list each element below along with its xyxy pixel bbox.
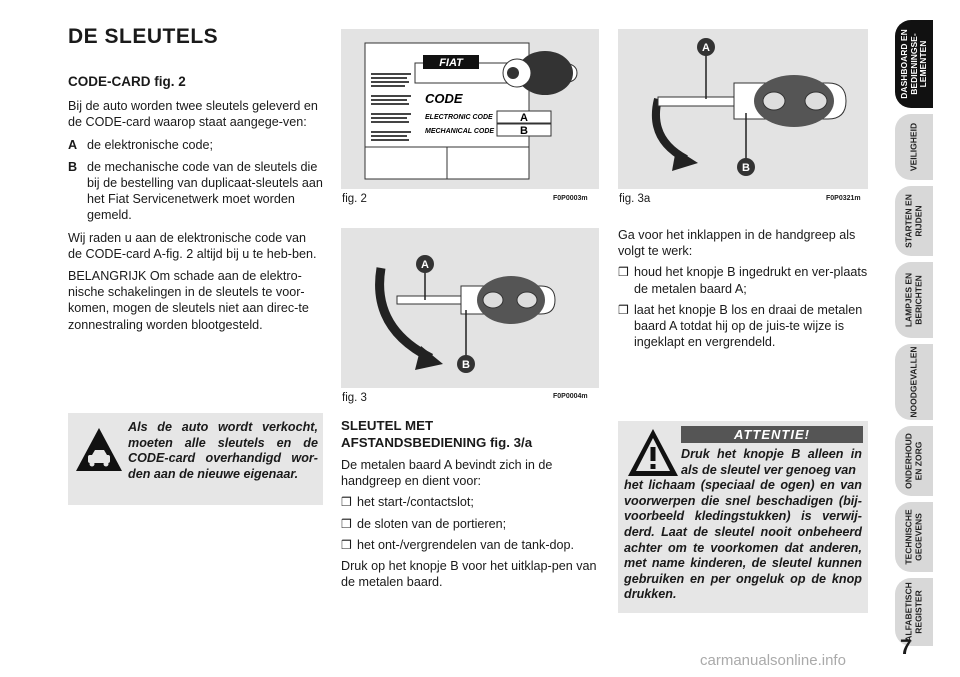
bullet-text: het ont-/vergrendelen van de tank-dop.: [357, 537, 575, 552]
tab-label: ONDERHOUD EN ZORG: [903, 433, 923, 489]
fig3-label-b: B: [462, 359, 470, 371]
advice-text: Wij raden u aan de elektronische code van de CODE-card A-fig. 2 altijd bij u te heb-ben.: [68, 230, 317, 261]
tab-label: NOODGEVALLEN: [908, 346, 919, 418]
item-letter: A: [68, 137, 78, 152]
remote-key-section: [341, 418, 599, 595]
remote-intro: De metalen baard A bevindt zich in de handgreep en dient voor:: [341, 458, 553, 489]
fig3-code: F0P0004m: [553, 393, 588, 400]
item-text: de elektronische code;: [87, 137, 214, 152]
tab-label: LAMPJES EN BERICHTEN: [903, 272, 923, 328]
unfold-text: Druk op het knopje B voor het uitklap-pen van de metalen baard.: [341, 559, 597, 590]
tab-label: VEILIGHEID: [908, 122, 919, 172]
remote-heading-line2: AFSTANDSBEDIENING fig. 3/a: [341, 434, 533, 450]
fig2-caption: fig. 2: [342, 193, 367, 205]
key-fold-illustration: [618, 29, 868, 189]
card-title: CODE: [425, 91, 463, 106]
tab-starting-driving[interactable]: [895, 186, 933, 256]
tab-label: TECHNISCHE GEGEVENS: [903, 509, 923, 565]
tab-maintenance[interactable]: [895, 426, 933, 496]
codecard-intro: Bij de auto worden twee sleutels geleverd en de CODE-card waarop staat aangege-ven:: [68, 99, 318, 130]
step-text: laat het knopje B los en draai de metalen baard A totdat hij op de juis-te wijze is ingeklapt en vergrendeld.: [634, 302, 863, 350]
bullet-text: de sloten van de portieren;: [357, 516, 507, 531]
list-item: [618, 264, 868, 296]
tab-technical-data[interactable]: [895, 502, 933, 572]
sale-warning-box: [68, 413, 323, 505]
list-item: [341, 516, 599, 532]
mechanical-code-label: MECHANICAL CODE: [425, 128, 495, 135]
attention-text: [624, 447, 862, 603]
fig3-caption: fig. 3: [342, 392, 367, 404]
remote-heading-line1: SLEUTEL MET: [341, 418, 434, 433]
tab-emergencies[interactable]: [895, 344, 933, 420]
fiat-logo: FIAT: [439, 57, 463, 69]
fig3a-caption: fig. 3a: [619, 193, 651, 205]
checkbox-bullet-icon: ❒: [341, 516, 352, 531]
fig2-codecard-image: [341, 29, 599, 189]
bullet-text: het start-/contactslot;: [357, 495, 474, 510]
list-item: [68, 137, 323, 153]
fig3a-label-b: B: [742, 162, 750, 174]
checkbox-bullet-icon: ❒: [341, 537, 352, 552]
attention-label: ATTENTIE!: [681, 426, 863, 443]
code-box-b: B: [520, 125, 528, 137]
tab-label: ALFABETISCH REGISTER: [903, 582, 923, 642]
fig2-code: F0P0003m: [553, 195, 588, 202]
step-text: houd het knopje B ingedrukt en ver-plaats de metalen baard A;: [634, 265, 868, 296]
list-item: [341, 537, 599, 553]
remote-heading: [341, 418, 599, 451]
checkbox-bullet-icon: ❒: [618, 265, 629, 280]
important-text: BELANGRIJK Om schade aan de elektro-nische schakelingen in de sleutels te voor-komen, mogen de sleutels niet aan direc-te zonnestraling worden blootgesteld.: [68, 269, 309, 332]
list-item: [618, 302, 868, 351]
fold-section: [618, 227, 868, 355]
attention-box: [618, 421, 868, 613]
item-letter: B: [68, 159, 78, 174]
electronic-code-label: ELECTRONIC CODE: [425, 114, 493, 121]
code-box-a: A: [520, 112, 528, 124]
checkbox-bullet-icon: ❒: [341, 495, 352, 510]
watermark: carmanualsonline.info: [700, 652, 846, 669]
fig3-key-image: [341, 228, 599, 388]
tab-dashboard[interactable]: [895, 20, 933, 108]
key-unfold-illustration: [341, 228, 599, 388]
codecard-heading: CODE-CARD fig. 2: [68, 74, 186, 89]
codecard-illustration: [341, 29, 599, 189]
attention-rest: het lichaam (speciaal de ogen) en van voorwerpen die snel beschadigen (bij-voorbeeld kledingstukken) is verwij-derd. Laat de sleutel nooit onbeheerd achter om te voorkomen dat anderen, met name kinderen, de sleutel kunnen gebruiken en per ongeluk op de knop drukken.: [624, 478, 862, 602]
attention-line1: Druk het knopje B alleen in als de sleutel ver genoeg van: [681, 447, 862, 477]
car-warning-icon: [74, 425, 124, 475]
tab-safety[interactable]: [895, 114, 933, 180]
fig3a-code: F0P0321m: [826, 195, 861, 202]
fold-intro: Ga voor het inklappen in de handgreep als volgt te werk:: [618, 228, 856, 259]
list-item: [68, 159, 323, 224]
page-title: DE SLEUTELS: [68, 25, 219, 48]
sale-warning-text: Als de auto wordt verkocht, moeten alle sleutels en de CODE-card overhandigd wor-den aan de nieuwe eigenaar.: [128, 420, 318, 481]
list-item: [341, 494, 599, 510]
codecard-section: [68, 74, 323, 339]
tab-lights-messages[interactable]: [895, 262, 933, 338]
page-number: 7: [900, 636, 912, 659]
fig3a-key-image: [618, 29, 868, 189]
tab-label: STARTEN EN RIJDEN: [903, 194, 923, 248]
fig3a-label-a: A: [702, 42, 710, 54]
tab-label: DASHBOARD EN BEDIENINGSE- LEMENTEN: [898, 29, 928, 99]
checkbox-bullet-icon: ❒: [618, 302, 629, 317]
fig3-label-a: A: [421, 259, 429, 271]
item-text: de mechanische code van de sleutels die bij de bestelling van duplicaat-sleutels aan het Fiat Servicenetwerk moet worden gemeld.: [87, 159, 323, 223]
